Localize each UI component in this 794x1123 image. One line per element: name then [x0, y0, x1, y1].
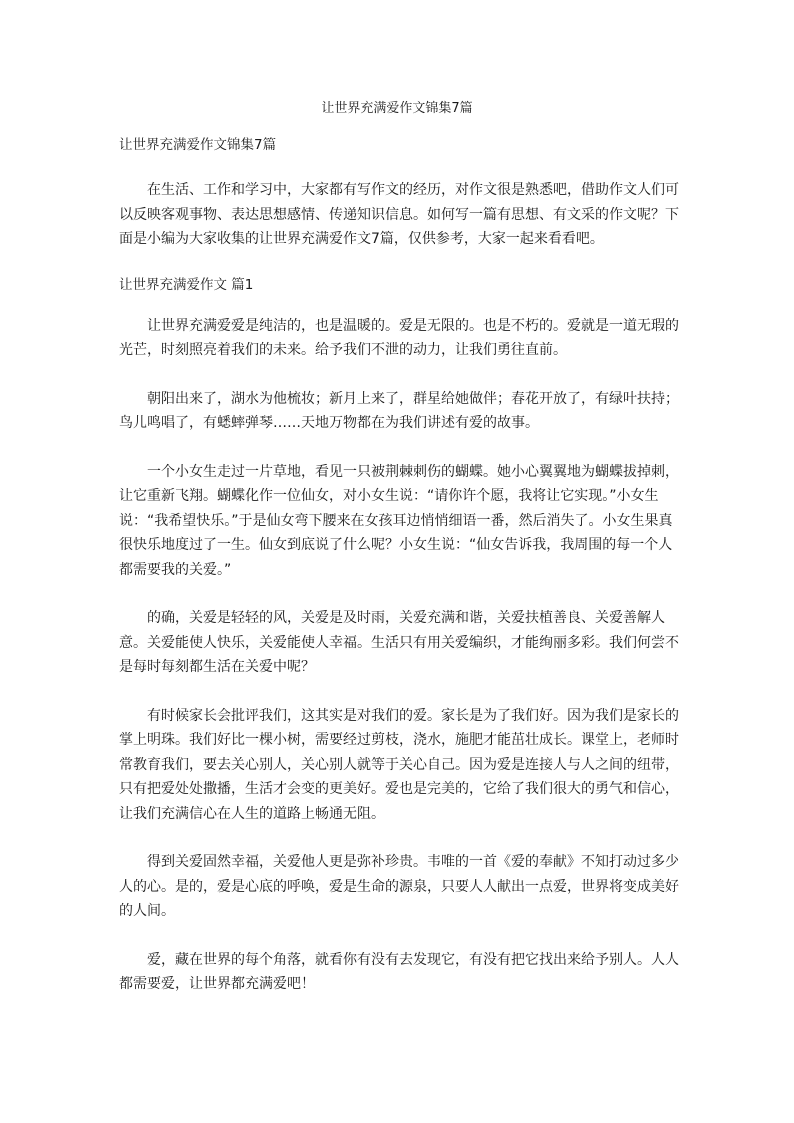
body-paragraph: 一个小女生走过一片草地，看见一只被荆棘刺伤的蝴蝶。她小心翼翼地为蝴蝶拔掉刺，让它重新飞翔。蝴蝶化作一位仙女，对小女生说：“请你许个愿，我将让它实现。”小女生说：“我希望快乐。”于是仙女弯下腰来在女孩耳边悄悄细语一番，然后消失了。小女生果真很快乐地度过了一生。仙女到底说了什么呢？小女生说：“仙女告诉我，我周围的每一个人都需要我的关爱。” [119, 463, 679, 578]
body-paragraph: 朝阳出来了，湖水为他梳妆；新月上来了，群星给她做伴；春花开放了，有绿叶扶持；鸟儿鸣唱了，有蟋蟀弹琴……天地万物都在为我们讲述有爱的故事。 [119, 390, 679, 431]
body-paragraph: 让世界充满爱爱是纯洁的，也是温暖的。爱是无限的。也是不朽的。爱就是一道无瑕的光芒，时刻照亮着我们的未来。给予我们不泄的动力，让我们勇往直前。 [119, 317, 679, 358]
body-paragraph: 有时候家长会批评我们，这其实是对我们的爱。家长是为了我们好。因为我们是家长的掌上明珠。我们好比一棵小树，需要经过剪枝，浇水，施肥才能茁壮成长。课堂上，老师时常教育我们，要去关心别人，关心别人就等于关心自己。因为爱是连接人与人之间的纽带，只有把爱处处撒播，生活才会变的更美好。爱也是完美的，它给了我们很大的勇气和信心，让我们充满信心在人生的道路上畅通无阻。 [119, 707, 679, 822]
intro-paragraph: 在生活、工作和学习中，大家都有写作文的经历，对作文很是熟悉吧，借助作文人们可以反映客观事物、表达思想感情、传递知识信息。如何写一篇有思想、有文采的作文呢？下面是小编为大家收集的让世界充满爱作文7篇，仅供参考，大家一起来看看吧。 [119, 182, 679, 247]
section-heading: 让世界充满爱作文 篇1 [119, 276, 254, 293]
body-paragraph: 得到关爱固然幸福，关爱他人更是弥补珍贵。韦唯的一首《爱的奉献》不知打动过多少人的心。是的，爱是心底的呼唤，爱是生命的源泉，只要人人献出一点爱，世界将变成美好的人间。 [119, 854, 679, 919]
document-subtitle: 让世界充满爱作文锦集7篇 [119, 137, 277, 153]
body-paragraph: 的确，关爱是轻轻的风，关爱是及时雨，关爱充满和谐，关爱扶植善良、关爱善解人意。关爱能使人快乐，关爱能使人幸福。生活只有用关爱编织，才能绚丽多彩。我们何尝不是每时每刻都生活在关爱中呢？ [119, 610, 679, 675]
body-paragraph: 爱，藏在世界的每个角落，就看你有没有去发现它，有没有把它找出来给予别人。人人都需要爱，让世界都充满爱吧！ [119, 951, 679, 992]
document-title: 让世界充满爱作文锦集7篇 [321, 101, 473, 116]
document-body [119, 136, 679, 997]
